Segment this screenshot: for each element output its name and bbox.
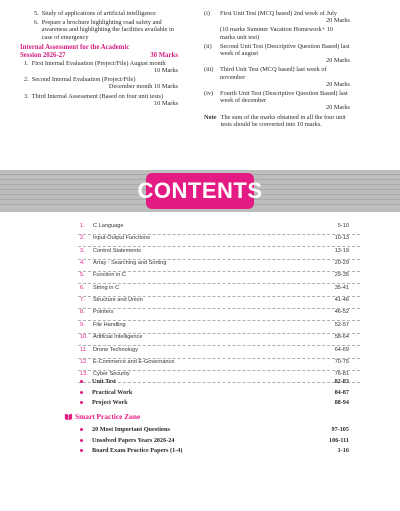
list-item bbox=[24, 60, 178, 74]
toc-title: Array : Searching and Sorting bbox=[93, 260, 167, 267]
extra-title: Project Work bbox=[92, 399, 128, 407]
list-item bbox=[34, 10, 178, 17]
item-number: 3. bbox=[24, 92, 29, 100]
item-number: 1. bbox=[24, 59, 29, 67]
list-item bbox=[204, 10, 350, 24]
toc-pages: 20-29 bbox=[334, 260, 349, 267]
item-text: Prepare a brochure highlighting road safety and awareness and highlighting the facilities available in case of emergency bbox=[41, 19, 174, 41]
item-text: Second Unit Test (Descriptive Question Based) last week of august bbox=[220, 42, 350, 58]
book-icon bbox=[64, 412, 73, 421]
item-text: Second Internal Evaluation (Project/File) bbox=[31, 76, 136, 84]
toc-title: Pointers bbox=[93, 309, 114, 316]
item-number: 5. bbox=[34, 10, 39, 17]
toc-pages: 29-35 bbox=[334, 272, 349, 279]
bullet-icon bbox=[80, 449, 83, 452]
item-body bbox=[220, 90, 350, 112]
smart-practice-item-title: Board Exam Practice Papers (1-4) bbox=[92, 447, 183, 455]
item-body bbox=[220, 66, 350, 88]
extra-pages: 88-94 bbox=[334, 399, 349, 407]
extra-pages: 84-87 bbox=[334, 388, 349, 396]
smart-practice-row bbox=[60, 447, 360, 459]
item-marks: 20 Marks bbox=[326, 57, 350, 65]
left-column bbox=[20, 10, 178, 109]
item-marks: 20 Marks bbox=[326, 80, 350, 88]
assessment-marks: 30 Marks bbox=[150, 51, 178, 59]
list-item bbox=[24, 93, 178, 107]
toc-pages: 70-75 bbox=[334, 358, 349, 365]
unit-test-list bbox=[204, 10, 350, 112]
toc-number: 10. bbox=[80, 334, 88, 341]
item-number: (i) bbox=[204, 10, 210, 17]
smart-practice-item-pages: 97-105 bbox=[331, 426, 349, 433]
toc-number: 6. bbox=[80, 284, 85, 291]
toc-pages: 46-52 bbox=[334, 309, 349, 316]
note bbox=[204, 114, 350, 128]
smart-practice-item-title: 20 Most Important Questions bbox=[92, 426, 170, 433]
item-marks: 20 Marks bbox=[326, 17, 350, 25]
toc-title: String in C bbox=[93, 284, 120, 291]
item-number: 2. bbox=[24, 76, 29, 84]
toc-number: 4. bbox=[80, 260, 85, 267]
item-marks: 10 Marks bbox=[154, 67, 178, 75]
toc-pages: 13-19 bbox=[334, 247, 349, 254]
toc-title: Structure and Union bbox=[93, 297, 143, 304]
toc-number: 9. bbox=[80, 321, 85, 328]
item-number: 6. bbox=[34, 19, 39, 27]
extra-title: Unit Test bbox=[92, 378, 116, 385]
item-text: First Internal Evaluation (Project/File) August month bbox=[31, 59, 166, 67]
extra-row bbox=[60, 399, 360, 411]
toc-title: C Language bbox=[93, 223, 124, 229]
item-text: Third Internal Assessment (Based on four unit tests) bbox=[31, 92, 164, 100]
toc-title: Input-Output Functions bbox=[93, 235, 150, 242]
item-text: Fourth Unit Test (Descriptive Question Based) last week of december bbox=[220, 90, 348, 105]
toc-number: 5. bbox=[80, 272, 85, 279]
toc-title: Function in C bbox=[93, 272, 126, 279]
note-label: Note bbox=[204, 113, 217, 121]
note-text: The sum of the marks obtained in all the four unit tests should be converted into 10 marks. bbox=[220, 113, 346, 128]
toc-title: Cyber Security bbox=[93, 371, 130, 378]
toc-number: 2. bbox=[80, 235, 85, 242]
toc-title: E-Commerce and E-Governance bbox=[93, 358, 175, 365]
toc-pages: 35-41 bbox=[334, 284, 349, 291]
toc-pages: 5-10 bbox=[337, 223, 349, 229]
toc-number: 11. bbox=[80, 346, 88, 353]
extra-pages: 82-83 bbox=[334, 378, 349, 385]
right-column bbox=[204, 10, 350, 128]
toc-title: Drone Technology bbox=[93, 346, 138, 353]
toc-pages: 64-69 bbox=[334, 346, 349, 353]
item-text: (10 marks Summer Vacation Homework+ 10 marks unit test) bbox=[220, 26, 334, 41]
item-number bbox=[204, 26, 218, 40]
smart-practice-item-pages: 1-16 bbox=[337, 447, 349, 455]
toc-title: Control Statements bbox=[93, 247, 141, 254]
toc-pages: 10-13 bbox=[334, 235, 349, 242]
toc-title: Artificial Intelligence bbox=[93, 334, 143, 341]
item-body bbox=[32, 93, 178, 107]
smart-practice-title: Smart Practice Zone bbox=[75, 412, 141, 421]
bullet-icon bbox=[80, 401, 83, 404]
toc-pages: 76-81 bbox=[334, 371, 349, 378]
toc-pages: 52-57 bbox=[334, 321, 349, 328]
item-marks: December month 10 Marks bbox=[108, 83, 178, 91]
bullet-icon bbox=[80, 391, 83, 394]
contents-title: CONTENTS bbox=[137, 178, 263, 203]
list-item bbox=[204, 26, 350, 40]
toc-pages: 58-64 bbox=[334, 334, 349, 341]
list-item bbox=[204, 43, 350, 65]
toc-number: 13. bbox=[80, 371, 88, 378]
smart-practice-item-pages: 106-111 bbox=[329, 436, 349, 444]
item-body bbox=[220, 43, 350, 65]
item-text: First Unit Test (MCQ based) 2nd week of July bbox=[220, 10, 337, 17]
toc-number: 12. bbox=[80, 358, 88, 365]
item-body bbox=[220, 10, 350, 24]
list-item bbox=[24, 76, 178, 90]
toc-number: 7. bbox=[80, 297, 85, 304]
item-text: Third Unit Test (MCQ based) last week of november bbox=[220, 66, 327, 81]
contents-title-box bbox=[137, 173, 263, 209]
list-item bbox=[34, 19, 178, 41]
list-item bbox=[204, 66, 350, 88]
item-body bbox=[32, 60, 178, 74]
activity-list bbox=[20, 10, 178, 41]
toc-title: File Handling bbox=[93, 321, 126, 328]
list-item bbox=[204, 90, 350, 112]
item-marks: 20 Marks bbox=[326, 104, 350, 112]
toc-number: 1. bbox=[80, 223, 85, 229]
item-number: (ii) bbox=[204, 42, 212, 50]
toc-pages: 41-46 bbox=[334, 297, 349, 304]
smart-practice-item-title: Unsolved Papers Years 2026-24 bbox=[92, 436, 175, 444]
assessment-heading bbox=[20, 44, 178, 60]
assessment-heading-text: Internal Assessment for the Academic Session 2026-27 bbox=[20, 43, 130, 59]
bullet-icon bbox=[80, 380, 83, 383]
toc-number: 3. bbox=[80, 247, 85, 254]
extra-title: Practical Work bbox=[92, 388, 133, 396]
item-marks: 10 Marks bbox=[154, 99, 178, 107]
bullet-icon bbox=[80, 439, 83, 442]
assessment-list bbox=[20, 60, 178, 107]
item-body bbox=[32, 76, 178, 90]
item-text: Study of applications of artificial intelligence bbox=[41, 10, 156, 17]
item-number: (iv) bbox=[204, 90, 214, 98]
smart-practice-zone bbox=[60, 412, 360, 422]
bullet-icon bbox=[80, 428, 83, 431]
toc-number: 8. bbox=[80, 309, 85, 316]
item-number: (iii) bbox=[204, 66, 214, 74]
